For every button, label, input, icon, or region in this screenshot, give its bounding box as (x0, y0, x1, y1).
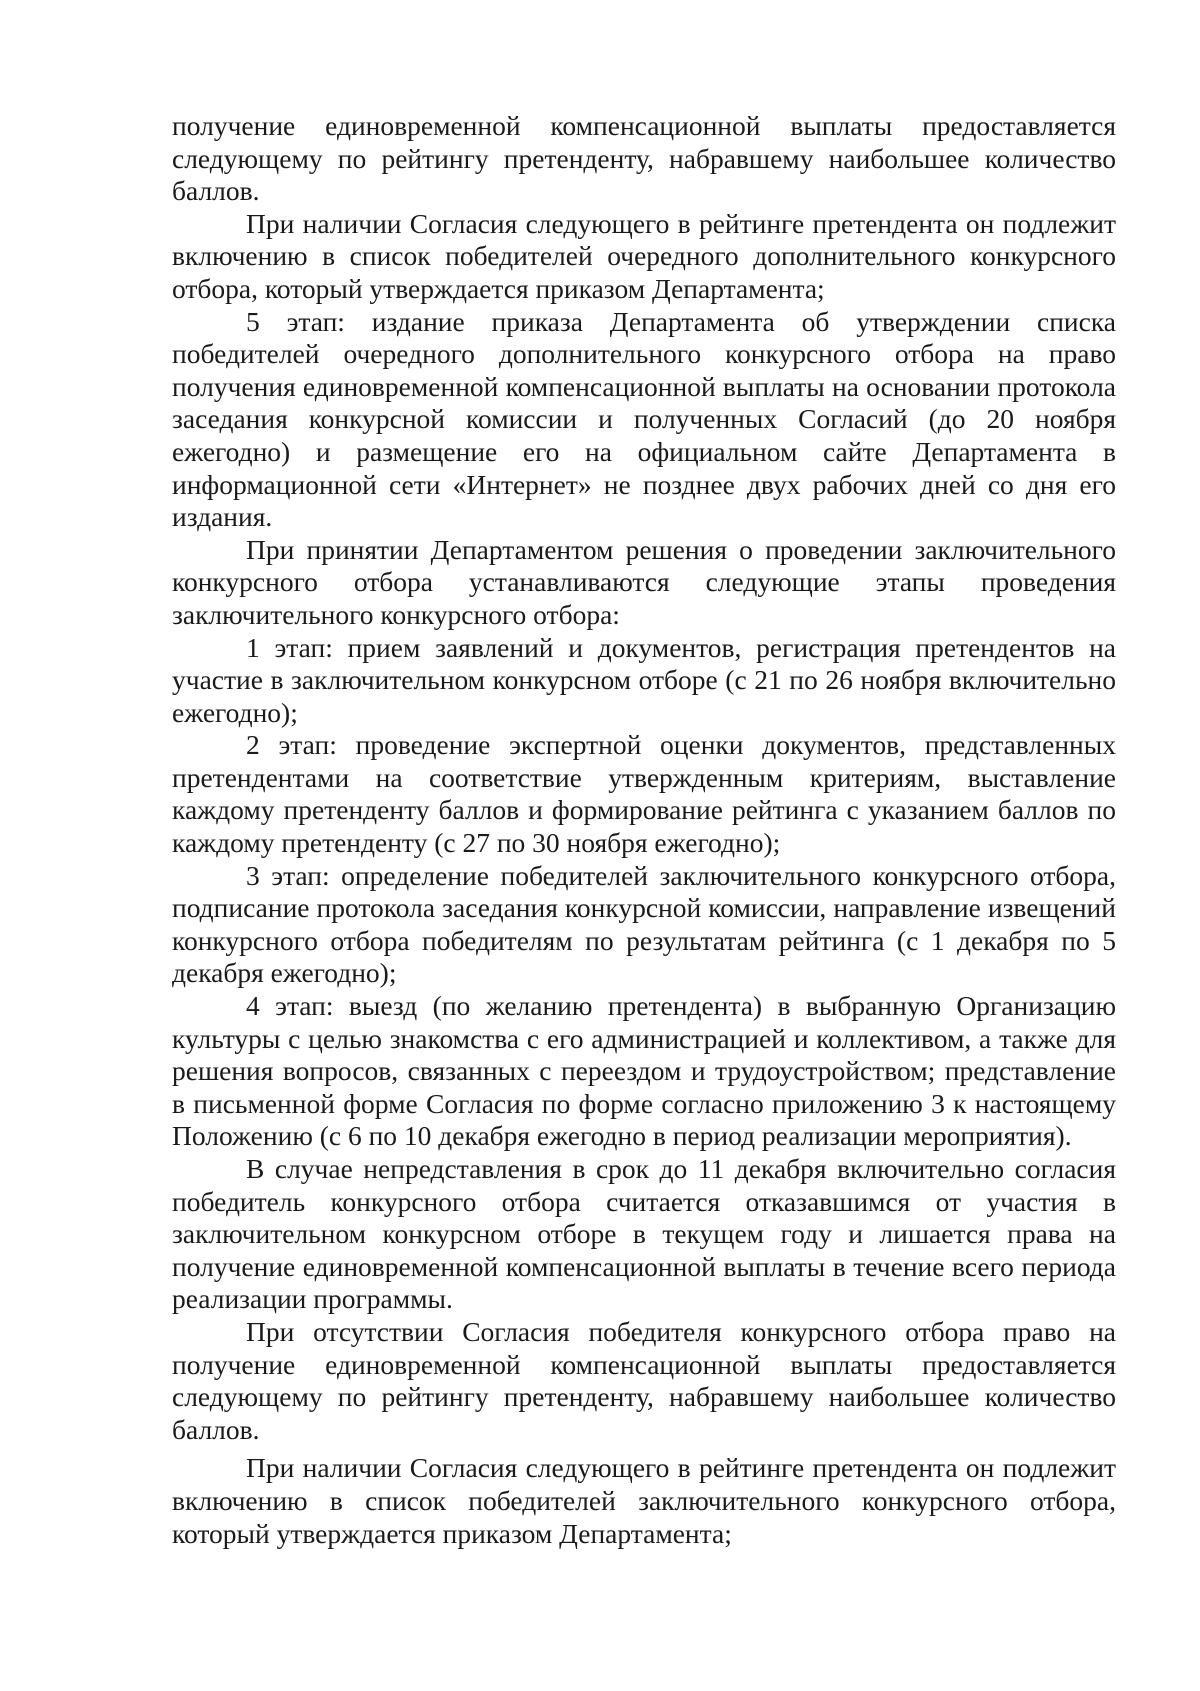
paragraph-final-selection-intro: При принятии Департаментом решения о проведении заключительного конкурсного отбора устанавливаются следующие этапы проведения заключительного конкурсного отбора: (172, 533, 1116, 630)
paragraph-absence-of-consent: При отсутствии Согласия победителя конкурсного отбора право на получение единовременной компенсационной выплаты предоставляется следующему по рейтингу претенденту, набравшему наибольшее количество баллов. (172, 1315, 1116, 1445)
document-body (172, 110, 1116, 1550)
paragraph-continuation: получение единовременной компенсационной выплаты предоставляется следующему по рейтингу претенденту, набравшему наибольшее количество баллов. (172, 110, 1116, 207)
paragraph-stage-3: 3 этап: определение победителей заключительного конкурсного отбора, подписание протокола заседания конкурсной комиссии, направление извещений конкурсного отбора победителям по результатам рейтинга (с 1 декабря по 5 декабря ежегодно); (172, 859, 1116, 989)
paragraph-stage-5: 5 этап: издание приказа Департамента об утверждении списка победителей очередного дополнительного конкурсного отбора на право получения единовременной компенсационной выплаты на основании протокола заседания конкурсной комиссии и полученных Согласий (до 20 ноября ежегодно) и размещение его на официальном сайте Департамента в информационной сети «Интернет» не позднее двух рабочих дней со дня его издания. (172, 305, 1116, 533)
paragraph-consent-next-candidate: При наличии Согласия следующего в рейтинге претендента он подлежит включению в список победителей очередного дополнительного конкурсного отбора, который утверждается приказом Департамента; (172, 207, 1116, 304)
paragraph-stage-2: 2 этап: проведение экспертной оценки документов, представленных претендентами на соответствие утвержденным критериям, выставление каждому претенденту баллов и формирование рейтинга с указанием баллов по каждому претенденту (с 27 по 30 ноября ежегодно); (172, 729, 1116, 859)
paragraph-consent-final-list: При наличии Согласия следующего в рейтинге претендента он подлежит включению в список победителей заключительного конкурсного отбора, который утверждается приказом Департамента; (172, 1452, 1116, 1549)
paragraph-non-submission: В случае непредставления в срок до 11 декабря включительно согласия победитель конкурсного отбора считается отказавшимся от участия в заключительном конкурсном отборе в текущем году и лишается права на получение единовременной компенсационной выплаты в течение всего периода реализации программы. (172, 1153, 1116, 1315)
paragraph-stage-4: 4 этап: выезд (по желанию претендента) в выбранную Организацию культуры с целью знакомства с его администрацией и коллективом, а также для решения вопросов, связанных с переездом и трудоустройством; представление в письменной форме Согласия по форме согласно приложению 3 к настоящему Положению (с 6 по 10 декабря ежегодно в период реализации мероприятия). (172, 990, 1116, 1152)
paragraph-stage-1: 1 этап: прием заявлений и документов, регистрация претендентов на участие в заключительном конкурсном отборе (с 21 по 26 ноября включительно ежегодно); (172, 631, 1116, 728)
